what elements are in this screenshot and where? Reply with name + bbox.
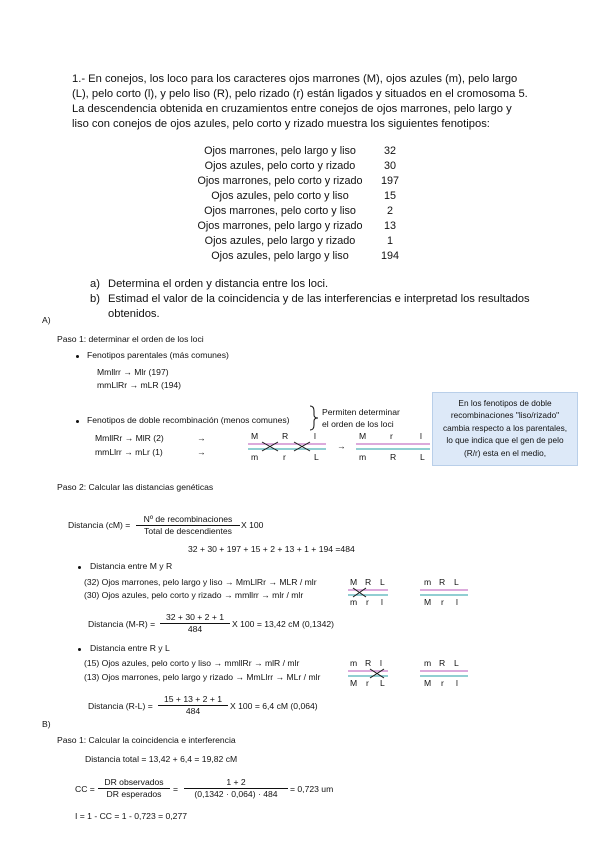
phenotype-count: 1	[386, 235, 393, 247]
parental-title: Fenotipos parentales (más comunes)	[87, 350, 229, 360]
bullet	[76, 420, 79, 423]
allele: l	[380, 658, 382, 668]
cc-denominator-1: DR esperados	[98, 788, 170, 800]
allele: m	[350, 597, 358, 607]
allele: l	[381, 597, 383, 607]
mr-fraction	[160, 612, 230, 635]
parental-2: mmLlRr → mLR (194)	[97, 380, 182, 390]
phenotype-count: 13	[383, 220, 396, 232]
phenotype-name: Ojos azules, pelo corto y liso	[211, 190, 349, 202]
mr-denominator: 484	[160, 623, 230, 635]
section-a-label: A)	[42, 315, 51, 325]
double-1: MmllRr → MlR (2)	[95, 433, 164, 443]
mr-numerator: 32 + 30 + 2 + 1	[165, 612, 225, 622]
allele: L	[454, 577, 459, 587]
problem-line-3: La descendencia obtenida en cruzamientos entre conejos de ojos marrones, pelo largo y	[72, 103, 512, 115]
phenotype-name: Ojos marrones, pelo largo y rizado	[197, 220, 363, 232]
allele: M	[424, 597, 432, 607]
allele: m	[424, 658, 432, 668]
allele: R	[439, 658, 446, 668]
note-line: cambia respecto a los parentales,	[442, 422, 568, 433]
allele: m	[424, 577, 432, 587]
total-distance: Distancia total = 13,42 + 6,4 = 19,82 cM	[85, 754, 238, 764]
arrow-icon: →	[337, 441, 346, 451]
cc-fraction-2	[184, 777, 288, 800]
problem-line-4: liso con conejos de ojos azules, pelo corto y rizado muestra los siguientes fenotipos:	[72, 118, 490, 130]
question-a-text: Determina el orden y distancia entre los loci.	[108, 278, 329, 290]
step2-title: Paso 2: Calcular las distancias genéticas	[57, 482, 214, 492]
allele: M	[350, 577, 358, 587]
allele: L	[454, 658, 459, 668]
equals-sign: =	[173, 784, 179, 794]
allele: l	[420, 431, 422, 441]
allele: r	[441, 678, 444, 688]
mr-line-2: (30) Ojos azules, pelo corto y rizado → mmllrr → mlr / mlr	[84, 590, 304, 600]
allele: M	[251, 431, 259, 441]
phenotype-count: 197	[380, 175, 399, 187]
allele: m	[350, 658, 358, 668]
phenotype-name: Ojos marrones, pelo corto y rizado	[197, 175, 363, 187]
cc-numerator-1: DR observados	[104, 777, 164, 787]
cc-right: = 0,723 um	[290, 784, 334, 794]
mr-title: Distancia entre M y R	[90, 561, 173, 571]
allele: L	[420, 452, 425, 462]
phenotype-count: 194	[380, 250, 399, 262]
question-b-text: Estimad el valor de la coincidencia y de las interferencias e interpretad los resultados	[108, 293, 530, 305]
brace-icon	[308, 404, 320, 432]
allele: M	[350, 678, 358, 688]
allele: L	[380, 577, 385, 587]
allele: m	[251, 452, 259, 462]
problem-line-2: (L), pelo corto (l), y pelo liso (R), pelo rizado (r) están ligados y situados en el cromosoma 5.	[72, 88, 528, 100]
note-line: lo que indica que el gen de pelo	[446, 435, 564, 446]
allele: r	[283, 452, 286, 462]
problem-line-1: 1.- En conejos, los loco para los caracteres ojos marrones (M), ojos azules (m), pelo largo	[72, 73, 518, 85]
note-line: En los fenotipos de doble	[458, 398, 552, 408]
mr-line-1: (32) Ojos marrones, pelo largo y liso → MmLlRr → MLR / mlr	[84, 577, 317, 587]
allele: R	[365, 577, 372, 587]
bullet	[76, 355, 79, 358]
allele: r	[441, 597, 444, 607]
allele: R	[365, 658, 372, 668]
phenotype-count: 30	[383, 160, 396, 172]
formula-fraction	[136, 514, 240, 537]
note-box	[432, 392, 578, 466]
note-line: (R/r) esta en el medio,	[463, 447, 547, 458]
allele: l	[456, 597, 458, 607]
allele: M	[424, 678, 432, 688]
phenotype-name: Ojos marrones, pelo largo y liso	[204, 145, 356, 157]
allele: R	[439, 577, 446, 587]
brace-note-2: el orden de los loci	[322, 419, 394, 429]
note-line: recombinaciones "liso/rizado"	[450, 410, 560, 421]
cc-fraction-1	[98, 777, 170, 800]
allele: R	[282, 431, 289, 441]
double-title: Fenotipos de doble recombinación (menos comunes)	[87, 415, 290, 425]
rl-title: Distancia entre R y L	[90, 643, 170, 653]
allele: M	[359, 431, 367, 441]
allele: r	[366, 678, 369, 688]
phenotype-name: Ojos marrones, pelo corto y liso	[204, 205, 356, 217]
total-sum: 32 + 30 + 197 + 15 + 2 + 13 + 1 + 194 =484	[188, 544, 355, 554]
allele: m	[359, 452, 367, 462]
rl-calc-right: X 100 = 6,4 cM (0,064)	[230, 701, 318, 711]
allele: l	[314, 431, 316, 441]
allele: r	[366, 597, 369, 607]
bullet	[78, 566, 81, 569]
cc-numerator-2: 1 + 2	[226, 777, 246, 787]
allele: l	[456, 678, 458, 688]
phenotype-name: Ojos azules, pelo largo y rizado	[204, 235, 356, 247]
rl-numerator: 15 + 13 + 2 + 1	[163, 694, 223, 704]
rl-line-1: (15) Ojos azules, pelo corto y liso → mmllRr → mlR / mlr	[84, 658, 300, 668]
question-a-letter: a)	[90, 278, 100, 290]
formula-right: X 100	[241, 520, 264, 530]
rl-fraction	[158, 694, 228, 717]
cc-denominator-2: (0,1342 · 0,064) · 484	[184, 788, 288, 800]
double-2: mmLlrr → mLr (1)	[95, 447, 163, 457]
allele: R	[390, 452, 397, 462]
question-b-letter: b)	[90, 293, 100, 305]
arrow-icon: →	[197, 447, 206, 457]
step1-title: Paso 1: determinar el orden de los loci	[57, 334, 204, 344]
phenotype-name: Ojos azules, pelo corto y rizado	[204, 160, 356, 172]
arrow-icon: →	[197, 433, 206, 443]
allele: L	[314, 452, 319, 462]
bullet	[78, 648, 81, 651]
cc-left: CC =	[75, 784, 95, 794]
formula-denominator: Total de descendientes	[136, 525, 240, 537]
mr-calc-left: Distancia (M-R) =	[88, 619, 156, 629]
mr-calc-right: X 100 = 13,42 cM (0,1342)	[232, 619, 334, 629]
allele: r	[390, 431, 393, 441]
section-b-label: B)	[42, 719, 51, 729]
parental-1: Mmllrr → Mlr (197)	[97, 367, 169, 377]
formula-left: Distancia (cM) =	[68, 520, 131, 530]
rl-line-2: (13) Ojos marrones, pelo largo y rizado → MmLlrr → MLr / mlr	[84, 672, 321, 682]
brace-note-1: Permiten determinar	[322, 407, 400, 417]
b-step1-title: Paso 1: Calcular la coincidencia e interferencia	[57, 735, 236, 745]
phenotype-count: 32	[383, 145, 396, 157]
allele: L	[380, 678, 385, 688]
rl-calc-left: Distancia (R-L) =	[88, 701, 153, 711]
phenotype-count: 2	[386, 205, 393, 217]
rl-denominator: 484	[158, 705, 228, 717]
question-b-text-cont: obtenidos.	[108, 308, 160, 320]
phenotype-count: 15	[383, 190, 396, 202]
interference: I = 1 - CC = 1 - 0,723 = 0,277	[75, 811, 188, 821]
phenotype-name: Ojos azules, pelo largo y liso	[211, 250, 349, 262]
formula-numerator: Nº de recombinaciones	[143, 514, 233, 524]
